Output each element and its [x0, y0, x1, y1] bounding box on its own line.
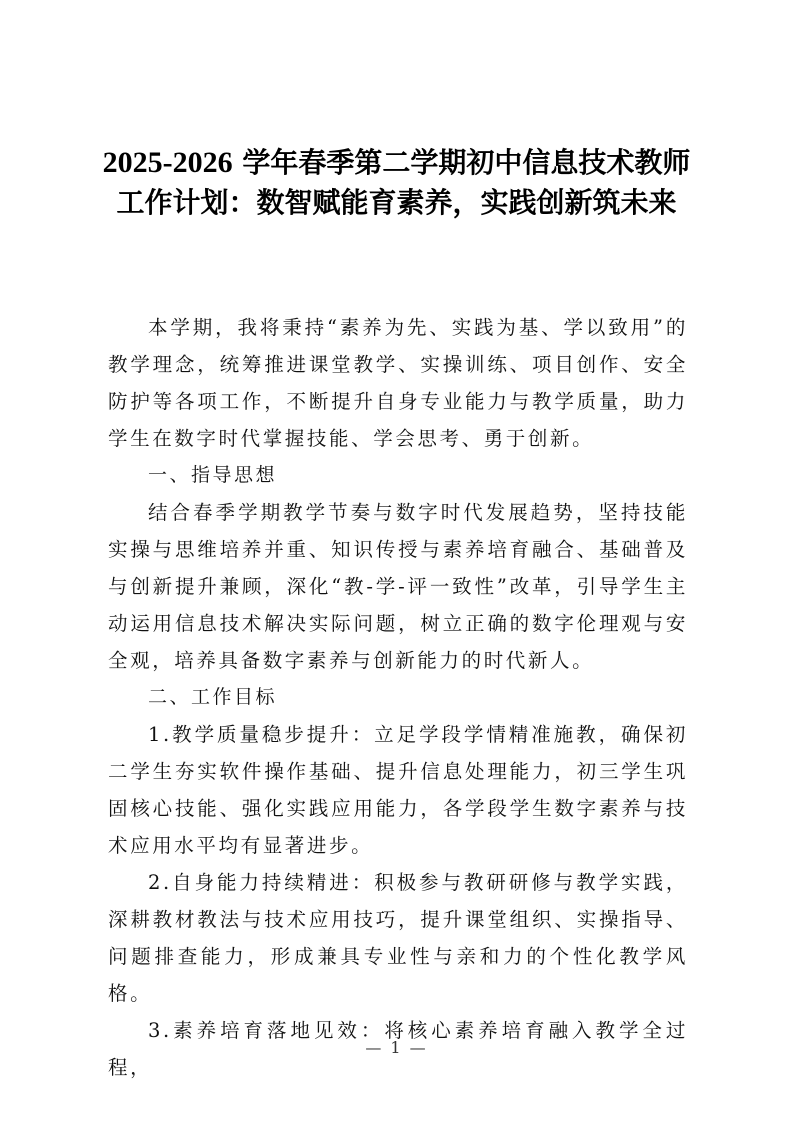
goal-1-paragraph: 1.教学质量稳步提升：立足学段学情精准施教，确保初二学生夯实软件操作基础、提升信息处理能力，初三学生巩固核心技能、强化实践应用能力，各学段学生数字素养与技术应用水平均有显著进步。: [108, 723, 688, 857]
goal-2-paragraph: 2.自身能力持续精进：积极参与教研研修与教学实践，深耕教材教法与技术应用技巧，提升课堂组织、实操指导、问题排查能力，形成兼具专业性与亲和力的个性化教学风格。: [108, 871, 688, 1005]
intro-paragraph: 本学期，我将秉持“素养为先、实践为基、学以致用”的教学理念，统筹推进课堂教学、实操训练、项目创作、安全防护等各项工作，不断提升自身专业能力与教学质量，助力学生在数字时代掌握技能、学会思考、勇于创新。: [108, 316, 688, 450]
page-number: — 1 —: [365, 1038, 428, 1057]
section-heading-guiding-ideology: 一、指导思想: [148, 464, 278, 486]
section-heading-work-goals: 二、工作目标: [148, 686, 278, 708]
document-body: [108, 309, 688, 1086]
title-year-range: 2025-2026: [102, 146, 233, 179]
guiding-ideology-paragraph: 结合春季学期教学节奏与数字时代发展趋势，坚持技能实操与思维培养并重、知识传授与素养培育融合、基础普及与创新提升兼顾，深化“教-学-评一致性”改革，引导学生主动运用信息技术解决实际问题，树立正确的数字伦理观与安全观，培养具备数字素养与创新能力的时代新人。: [108, 501, 688, 672]
document-title: [100, 143, 693, 223]
goal-3-paragraph: 3.素养培育落地见效：将核心素养培育融入教学全过程，: [108, 1019, 688, 1079]
title-text: 学年春季第二学期初中信息技术教师工作计划：数智赋能育素养，实践创新筑未来: [116, 146, 691, 219]
